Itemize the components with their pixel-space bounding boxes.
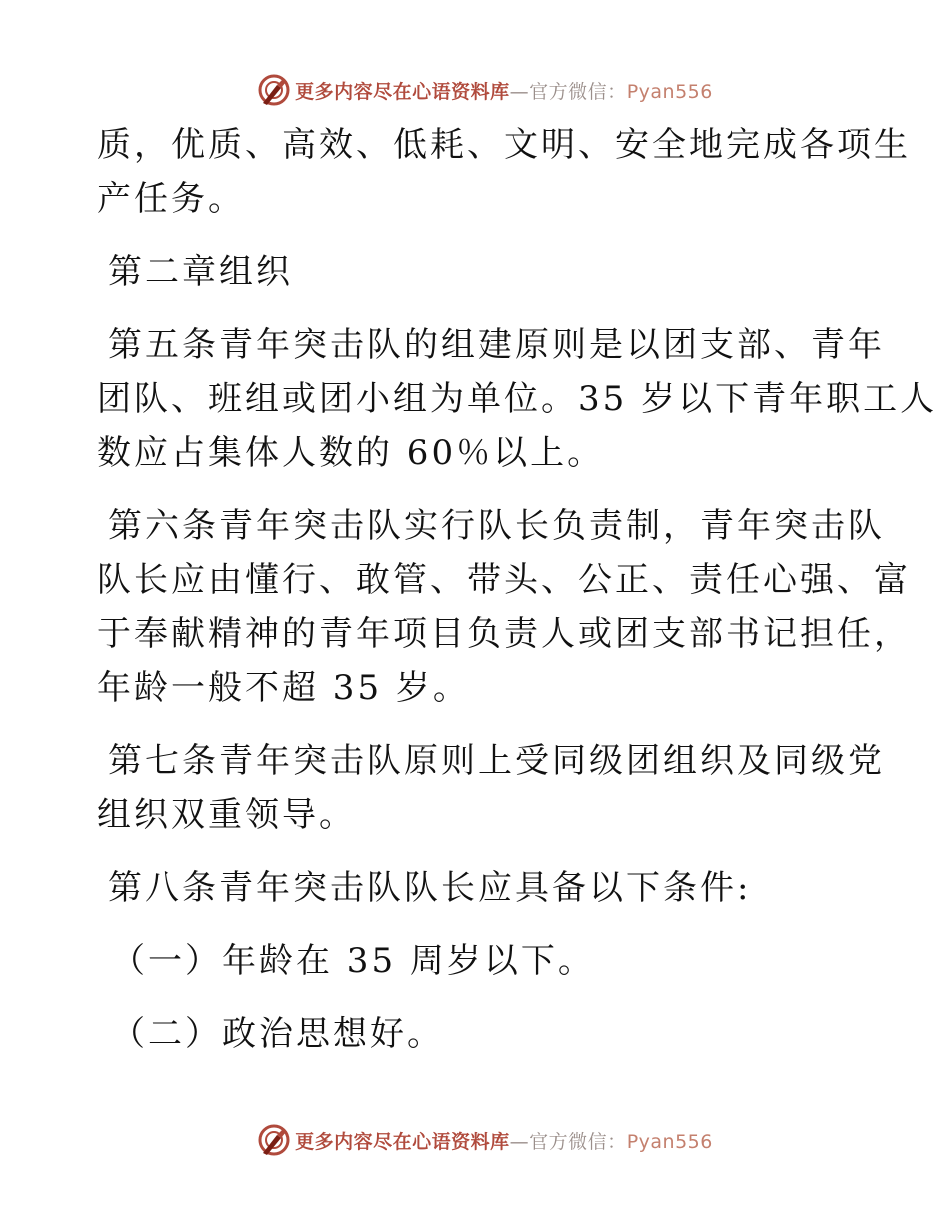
text-line: 第二章组织 <box>108 252 293 292</box>
text-line: 于奉献精神的青年项目负责人或团支部书记担任， <box>97 614 911 654</box>
text-line: 组织双重领导。 <box>97 795 356 835</box>
article-6 <box>97 499 911 715</box>
text-line: 第七条青年突击队原则上受同级团组织及同级党 <box>108 741 885 781</box>
list-item-2 <box>97 1007 867 1061</box>
paragraph-continuation <box>97 118 911 226</box>
pen-logo-icon <box>257 1123 291 1157</box>
watermark-text: 更多内容尽在心语资料库—官方微信：Pyan556 <box>295 80 713 103</box>
text-line: 质，优质、高效、低耗、文明、安全地完成各项生 <box>97 125 911 165</box>
list-item-1 <box>97 934 867 988</box>
watermark-group <box>257 73 713 107</box>
text-line: 数应占集体人数的 60％以上。 <box>97 433 605 473</box>
text-line: 队长应由懂行、敢管、带头、公正、责任心强、富 <box>97 560 911 600</box>
footer-watermark <box>0 1120 950 1160</box>
chapter-heading <box>97 245 867 299</box>
text-line: 团队、班组或团小组为单位。35 岁以下青年职工人 <box>97 379 938 419</box>
text-line: 产任务。 <box>97 179 245 219</box>
article-7 <box>97 734 885 842</box>
text-line: 年龄一般不超 35 岁。 <box>97 668 470 708</box>
text-line: 第六条青年突击队实行队长负责制，青年突击队 <box>108 506 885 546</box>
article-5 <box>97 318 938 480</box>
watermark-group <box>257 1123 713 1157</box>
watermark-text: 更多内容尽在心语资料库—官方微信：Pyan556 <box>295 1130 713 1153</box>
text-line: 第八条青年突击队队长应具备以下条件: <box>108 868 752 908</box>
document-body <box>97 118 938 1080</box>
pen-logo-icon <box>257 73 291 107</box>
text-line: 第五条青年突击队的组建原则是以团支部、青年 <box>108 325 885 365</box>
text-line: （一）年龄在 35 周岁以下。 <box>111 941 595 981</box>
article-8 <box>97 861 867 915</box>
header-watermark <box>0 70 950 110</box>
text-line: （二）政治思想好。 <box>111 1014 444 1054</box>
